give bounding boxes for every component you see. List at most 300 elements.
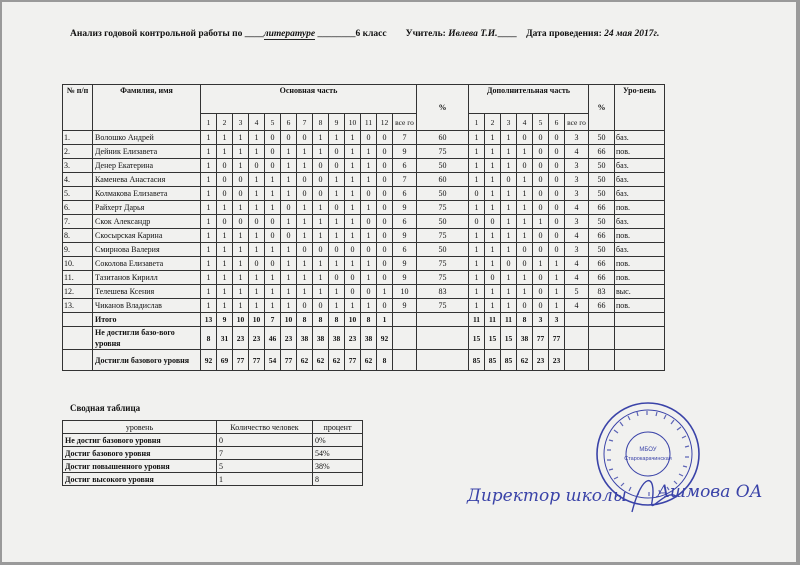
main-score-cell: 1 [217,229,233,243]
extra-score-cell: 1 [533,215,549,229]
extra-score-cell: 1 [485,159,501,173]
main-score-cell: 1 [201,201,217,215]
col-percent-header: % [417,85,469,131]
stat-extra-cell: 85 [469,350,485,371]
extra-score-cell: 1 [501,285,517,299]
extra-score-cell: 1 [517,201,533,215]
col-extra-part-header: Дополнительная часть [469,85,589,114]
main-score-cell: 1 [217,243,233,257]
student-number: 9. [63,243,93,257]
stat-main-cell: 54 [265,350,281,371]
extra-score-cell: 0 [533,285,549,299]
stat-extra-cell: 85 [501,350,517,371]
extra-score-cell: 1 [485,229,501,243]
main-score-cell: 1 [297,201,313,215]
main-percent-cell: 75 [417,145,469,159]
main-score-cell: 0 [281,131,297,145]
extra-score-cell: 0 [485,271,501,285]
extra-score-cell: 0 [549,187,565,201]
main-score-cell: 1 [345,131,361,145]
main-score-cell: 1 [297,145,313,159]
extra-percent-cell: 66 [589,229,615,243]
stat-empty-cell [63,327,93,350]
extra-percent-cell: 83 [589,285,615,299]
stat-main-cell: 92 [377,327,393,350]
main-score-cell: 1 [329,229,345,243]
main-score-cell: 1 [201,145,217,159]
stat-extra-cell: 62 [517,350,533,371]
main-score-cell: 6 [393,243,417,257]
extra-score-cell: 1 [517,145,533,159]
main-score-cell: 1 [313,285,329,299]
header-prefix: Анализ годовой контрольной работы по ____ [70,29,264,39]
student-name: Тазитанов Кирилл [93,271,201,285]
extra-score-cell: 0 [533,131,549,145]
main-score-cell: 0 [377,159,393,173]
extra-score-cell: 1 [469,131,485,145]
extra-score-cell: 0 [517,299,533,313]
teacher-name: Ивлева Т.И. [448,29,498,39]
summary-level: Достиг высокого уровня [63,473,217,486]
stat-main-cell: 38 [329,327,345,350]
document-header [70,29,659,40]
main-score-cell: 1 [345,229,361,243]
student-name: Чиканов Владислав [93,299,201,313]
stat-extra-cell [565,313,589,327]
extra-score-cell: 0 [533,271,549,285]
main-score-cell: 1 [281,299,297,313]
main-score-cell: 1 [249,299,265,313]
stat-extra-cell [565,350,589,371]
main-score-cell: 1 [217,271,233,285]
level-cell: баз. [615,243,665,257]
summary-count: 0 [217,434,313,447]
main-score-cell: 1 [217,201,233,215]
main-score-cell: 1 [345,257,361,271]
main-score-cell: 1 [281,243,297,257]
extra-score-cell: 0 [517,243,533,257]
stat-main-cell: 31 [217,327,233,350]
extra-score-cell: 0 [469,187,485,201]
stat-percent2-cell [589,327,615,350]
main-score-cell: 0 [361,131,377,145]
main-percent-cell: 83 [417,285,469,299]
student-name: Смирнова Валерия [93,243,201,257]
main-score-cell: 9 [393,229,417,243]
main-score-cell: 0 [233,187,249,201]
student-name: Волошко Андрей [93,131,201,145]
stat-main-cell: 10 [249,313,265,327]
summary-header-cell: Количество человек [217,421,313,434]
stat-main-cell: 10 [233,313,249,327]
header-subject: литературе [263,29,316,39]
main-score-cell: 1 [249,173,265,187]
main-score-cell: 0 [265,145,281,159]
main-score-cell: 6 [393,215,417,229]
extra-percent-cell: 50 [589,131,615,145]
main-score-cell: 1 [233,201,249,215]
stat-main-cell: 38 [297,327,313,350]
student-row [63,243,665,257]
summary-count: 1 [217,473,313,486]
main-score-cell: 0 [329,159,345,173]
main-score-cell: 0 [377,131,393,145]
main-score-cell: 0 [313,299,329,313]
stat-label: Итого [93,313,201,327]
main-score-cell: 1 [265,285,281,299]
main-score-cell: 0 [217,215,233,229]
stat-main-cell: 23 [281,327,297,350]
main-score-cell: 0 [313,173,329,187]
main-score-cell: 1 [281,145,297,159]
main-score-cell: 0 [297,173,313,187]
main-score-cell: 1 [201,187,217,201]
stat-extra-cell: 15 [485,327,501,350]
extra-score-cell: 0 [469,215,485,229]
stat-main-cell: 77 [345,350,361,371]
main-score-cell: 0 [265,229,281,243]
student-row [63,285,665,299]
extra-score-cell: 1 [501,131,517,145]
main-score-cell: 0 [265,159,281,173]
main-score-cell: 1 [281,159,297,173]
extra-score-cell: 1 [517,285,533,299]
summary-row [63,473,363,486]
stat-label: Не достигли базо-вого уровня [93,327,201,350]
student-number: 8. [63,229,93,243]
main-col-header: 9 [329,114,345,131]
extra-percent-cell: 66 [589,201,615,215]
student-name: Каменева Анастасия [93,173,201,187]
extra-score-cell: 1 [469,173,485,187]
main-score-cell: 0 [297,131,313,145]
student-row [63,145,665,159]
stat-main-cell: 8 [313,313,329,327]
stat-main-cell: 46 [265,327,281,350]
extra-score-cell: 0 [549,243,565,257]
summary-level: Достиг базового уровня [63,447,217,460]
extra-percent-cell: 50 [589,159,615,173]
results-table [62,84,665,371]
extra-score-cell: 1 [501,215,517,229]
stat-main-cell: 9 [217,313,233,327]
extra-col-header: 4 [517,114,533,131]
reached-row [63,350,665,371]
stat-main-cell [393,327,417,350]
main-score-cell: 0 [377,299,393,313]
main-score-cell: 1 [361,229,377,243]
stat-main-cell: 7 [265,313,281,327]
extra-score-cell: 0 [501,173,517,187]
extra-score-cell: 1 [469,257,485,271]
main-score-cell: 1 [361,299,377,313]
extra-score-cell: 0 [517,159,533,173]
main-score-cell: 1 [313,215,329,229]
extra-col-header: 6 [549,114,565,131]
main-score-cell: 1 [297,257,313,271]
extra-score-cell: 1 [469,145,485,159]
extra-score-cell: 4 [565,201,589,215]
stat-main-cell: 69 [217,350,233,371]
extra-score-cell: 3 [565,173,589,187]
main-score-cell: 0 [345,271,361,285]
extra-score-cell: 1 [517,187,533,201]
student-number: 7. [63,215,93,229]
main-score-cell: 0 [297,187,313,201]
main-score-cell: 1 [329,285,345,299]
main-score-cell: 9 [393,257,417,271]
main-score-cell: 1 [201,159,217,173]
main-score-cell: 1 [233,145,249,159]
extra-score-cell: 3 [565,159,589,173]
extra-score-cell: 1 [485,187,501,201]
extra-percent-cell: 50 [589,187,615,201]
stat-main-cell: 77 [249,350,265,371]
main-score-cell: 1 [377,285,393,299]
extra-score-cell: 1 [533,257,549,271]
main-score-cell: 1 [345,187,361,201]
summary-row [63,434,363,447]
stat-extra-cell: 11 [485,313,501,327]
student-row [63,299,665,313]
main-score-cell: 1 [281,285,297,299]
summary-header-cell: процент [313,421,363,434]
main-score-cell: 0 [377,201,393,215]
level-cell: пов. [615,145,665,159]
main-score-cell: 0 [377,229,393,243]
extra-score-cell: 4 [565,229,589,243]
main-score-cell: 1 [201,257,217,271]
extra-score-cell: 0 [533,243,549,257]
main-score-cell: 0 [233,173,249,187]
extra-score-cell: 1 [469,271,485,285]
student-number: 13. [63,299,93,313]
main-score-cell: 0 [233,215,249,229]
col-main-part-header: Основная часть [201,85,417,114]
main-score-cell: 1 [217,145,233,159]
main-score-cell: 0 [297,299,313,313]
extra-score-cell: 0 [533,173,549,187]
extra-score-cell: 0 [549,145,565,159]
student-name: Дейник Елизавета [93,145,201,159]
extra-score-cell: 0 [549,229,565,243]
stat-main-cell [393,350,417,371]
stat-extra-cell: 23 [533,350,549,371]
summary-count: 5 [217,460,313,473]
main-score-cell: 0 [297,243,313,257]
main-score-cell: 0 [329,243,345,257]
extra-score-cell: 1 [485,243,501,257]
extra-score-cell: 1 [501,243,517,257]
main-score-cell: 1 [313,201,329,215]
extra-score-cell: 0 [533,229,549,243]
stat-extra-cell: 23 [549,350,565,371]
main-score-cell: 1 [265,243,281,257]
main-percent-cell: 50 [417,187,469,201]
extra-percent-cell: 66 [589,271,615,285]
summary-table [62,420,363,486]
teacher-label: Учитель: [405,29,446,39]
extra-score-cell: 1 [517,271,533,285]
main-score-cell: 1 [249,285,265,299]
header-row-1 [63,85,665,114]
main-score-cell: 0 [217,159,233,173]
main-score-cell: 1 [265,201,281,215]
main-score-cell: 1 [201,285,217,299]
extra-score-cell: 1 [501,187,517,201]
main-score-cell: 1 [345,201,361,215]
stat-extra-cell: 3 [549,313,565,327]
total-row [63,313,665,327]
main-score-cell: 1 [297,285,313,299]
level-cell: баз. [615,173,665,187]
main-score-cell: 1 [329,173,345,187]
student-name: Скосырская Карина [93,229,201,243]
main-score-cell: 1 [297,159,313,173]
main-score-cell: 1 [217,285,233,299]
teacher-tail: ____ [497,29,517,39]
student-row [63,215,665,229]
extra-score-cell: 1 [485,257,501,271]
student-name: Скок Александр [93,215,201,229]
stat-main-cell: 8 [361,313,377,327]
main-score-cell: 1 [361,145,377,159]
stat-main-cell: 1 [377,313,393,327]
main-score-cell: 6 [393,159,417,173]
signature-name: Ашмова ОА [657,482,763,502]
summary-title: Сводная таблица [70,403,141,413]
main-score-cell: 10 [393,285,417,299]
stat-percent2-cell [589,350,615,371]
stat-percent-cell [417,327,469,350]
stat-extra-cell: 15 [501,327,517,350]
stat-main-cell [393,313,417,327]
extra-score-cell: 0 [549,131,565,145]
director-signature [457,467,796,527]
extra-score-cell: 1 [469,201,485,215]
extra-col-header: 3 [501,114,517,131]
stat-main-cell: 77 [281,350,297,371]
extra-score-cell: 0 [549,201,565,215]
main-col-header: 6 [281,114,297,131]
stat-level-cell [615,327,665,350]
main-score-cell: 1 [329,187,345,201]
extra-score-cell: 0 [501,257,517,271]
main-score-cell: 1 [201,229,217,243]
stat-extra-cell: 8 [517,313,533,327]
extra-score-cell: 1 [501,159,517,173]
main-score-cell: 9 [393,145,417,159]
main-score-cell: 1 [233,271,249,285]
main-score-cell: 1 [281,271,297,285]
main-score-cell: 7 [393,173,417,187]
main-col-header: все го [393,114,417,131]
stat-main-cell: 62 [297,350,313,371]
stat-main-cell: 23 [233,327,249,350]
main-score-cell: 1 [329,299,345,313]
extra-score-cell: 4 [565,145,589,159]
stamp-center-text-1: МБОУ [639,447,657,453]
main-score-cell: 1 [281,215,297,229]
main-score-cell: 0 [249,159,265,173]
student-number: 10. [63,257,93,271]
extra-score-cell: 1 [517,215,533,229]
extra-score-cell: 1 [469,285,485,299]
extra-score-cell: 4 [565,299,589,313]
main-score-cell: 1 [217,131,233,145]
col-name-header: Фамилия, имя [93,85,201,131]
extra-score-cell: 0 [549,173,565,187]
stat-main-cell: 38 [313,327,329,350]
extra-score-cell: 1 [469,243,485,257]
main-score-cell: 1 [313,229,329,243]
main-score-cell: 0 [377,173,393,187]
extra-score-cell: 1 [517,229,533,243]
extra-score-cell: 0 [533,201,549,215]
extra-percent-cell: 66 [589,257,615,271]
level-cell: баз. [615,159,665,173]
main-percent-cell: 50 [417,159,469,173]
stat-main-cell: 62 [329,350,345,371]
main-score-cell: 9 [393,271,417,285]
extra-score-cell: 1 [501,201,517,215]
main-percent-cell: 75 [417,229,469,243]
main-score-cell: 1 [233,159,249,173]
stat-percent2-cell [589,313,615,327]
extra-score-cell: 1 [501,271,517,285]
main-score-cell: 0 [345,285,361,299]
stat-main-cell: 13 [201,313,217,327]
student-name: Телешева Ксения [93,285,201,299]
main-score-cell: 1 [233,285,249,299]
summary-row [63,447,363,460]
extra-percent-cell: 50 [589,215,615,229]
main-percent-cell: 60 [417,173,469,187]
stat-empty-cell [63,313,93,327]
stat-main-cell: 8 [201,327,217,350]
summary-level: Не достиг базового уровня [63,434,217,447]
extra-score-cell: 0 [517,131,533,145]
extra-col-header: все го [565,114,589,131]
stat-main-cell: 62 [361,350,377,371]
main-score-cell: 1 [345,215,361,229]
main-percent-cell: 50 [417,243,469,257]
stat-level-cell [615,350,665,371]
student-row [63,229,665,243]
extra-score-cell: 1 [549,257,565,271]
student-name: Денер Екатерина [93,159,201,173]
extra-score-cell: 1 [549,285,565,299]
main-score-cell: 1 [361,159,377,173]
extra-score-cell: 0 [549,159,565,173]
main-score-cell: 1 [265,271,281,285]
extra-col-header: 2 [485,114,501,131]
main-score-cell: 0 [313,187,329,201]
stat-main-cell: 92 [201,350,217,371]
stat-percent-cell [417,313,469,327]
extra-col-header: 1 [469,114,485,131]
extra-score-cell: 3 [565,131,589,145]
main-percent-cell: 75 [417,257,469,271]
stat-extra-cell: 3 [533,313,549,327]
main-score-cell: 0 [249,257,265,271]
main-score-cell: 0 [281,201,297,215]
main-score-cell: 1 [201,173,217,187]
extra-percent-cell: 66 [589,299,615,313]
header-class: ________6 класс [315,29,387,39]
main-col-header: 7 [297,114,313,131]
main-score-cell: 1 [233,131,249,145]
